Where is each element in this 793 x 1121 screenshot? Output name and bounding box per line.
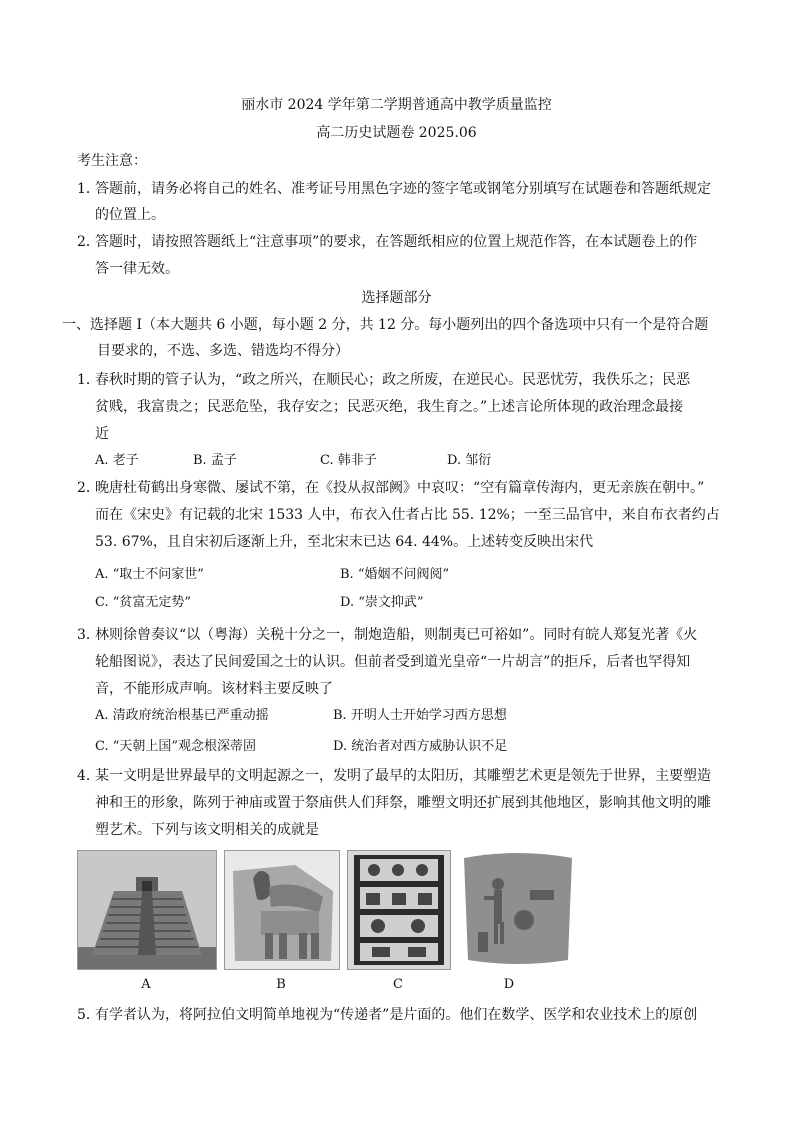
notice-item-1-num: 1．: [77, 181, 100, 197]
question-2-option-b: B. “婚姻不问阀阅”: [340, 567, 450, 582]
image-pyramid: [77, 850, 217, 970]
question-3-option-d: D. 统治者对西方威胁认识不足: [333, 739, 508, 754]
question-5-number: 5．: [77, 1007, 100, 1023]
question-2-text-line1: 晚唐杜荀鹤出身寒微、屡试不第，在《投从叔部阙》中哀叹：“空有篇章传海内，更无亲族在朝中。”: [95, 480, 705, 496]
image-palette: [458, 850, 578, 968]
notice-item-1-line2: 的位置上。: [95, 207, 165, 223]
question-2-text-line2: 而在《宋史》有记载的北宋 1533 人中，布衣入仕者占比 55. 12%；一至三品官中，来自布衣者约占: [95, 507, 720, 523]
notice-item-2-line1: 答题时，请按照答题纸上“注意事项”的要求，在答题纸相应的位置上规范作答，在本试题卷上的作: [95, 234, 698, 250]
question-2-number: 2．: [77, 480, 100, 496]
question-1-number: 1．: [77, 372, 100, 388]
question-3-text-line1: 林则徐曾奏议“以（粤海）关税十分之一，制炮造船，则制夷已可裕如”。同时有皖人郑复光著《火: [95, 627, 698, 643]
question-2-text-line3: 53. 67%，且自宋初后逐渐上升，至北宋末已达 64. 44%。上述转变反映出宋代: [95, 534, 594, 550]
question-3-text-line3: 音，不能形成声响。该材料主要反映了: [95, 681, 333, 697]
question-3-option-c: C. “天朝上国”观念根深蒂固: [95, 739, 257, 754]
question-1-text-line3: 近: [95, 426, 109, 442]
notice-item-2-line2: 答一律无效。: [95, 261, 179, 277]
notice-item-2-num: 2．: [77, 234, 100, 250]
image-caption-d: D: [503, 977, 515, 992]
image-caption-c: C: [393, 977, 403, 992]
question-4-text-line1: 某一文明是世界最早的文明起源之一，发明了最早的太阳历，其雕塑艺术更是领先于世界，主要塑造: [95, 768, 711, 784]
question-3-option-a: A. 清政府统治根基已严重动摇: [95, 708, 269, 723]
pyramid-icon: [78, 851, 216, 969]
image-inlay-panel: [347, 850, 451, 970]
part1-instruction-line1: 一、选择题 I（本大题共 6 小题，每小题 2 分，共 12 分。每小题列出的四个备选项中只有一个是符合题: [62, 317, 709, 333]
image-caption-b: B: [276, 977, 286, 992]
question-2-option-c: C. “贫富无定势”: [95, 595, 192, 610]
question-2-option-d: D. “崇文抑武”: [340, 595, 424, 610]
image-lamassu: [224, 850, 340, 970]
question-1-text-line2: 贫贱，我富贵之；民恶危坠，我存安之；民恶灭绝，我生育之。”上述言论所体现的政治理念最接: [95, 399, 684, 415]
exam-subtitle: 高二历史试题卷 2025.06: [316, 125, 477, 141]
question-4-number: 4．: [77, 768, 100, 784]
question-1-option-c: C. 韩非子: [320, 453, 377, 468]
winged-bull-icon: [225, 851, 339, 969]
notice-item-1-line1: 答题前，请务必将自己的姓名、准考证号用黑色字迹的签字笔或钢笔分别填写在试题卷和答题纸规定: [95, 181, 711, 197]
inlay-panel-icon: [348, 851, 450, 969]
question-1-option-a: A. 老子: [95, 453, 139, 468]
question-1-text-line1: 春秋时期的管子认为，“政之所兴，在顺民心；政之所废，在逆民心。民恶忧劳，我佚乐之；民恶: [95, 372, 691, 388]
question-3-number: 3．: [77, 627, 100, 643]
question-4-text-line3: 塑艺术。下列与该文明相关的成就是: [95, 822, 319, 838]
question-4-text-line2: 神和王的形象，陈列于神庙或置于祭庙供人们拜祭，雕塑文明还扩展到其他地区，影响其他文明的雕: [95, 795, 711, 811]
question-2-option-a: A. “取士不问家世”: [95, 567, 204, 582]
carved-palette-icon: [458, 850, 578, 968]
question-1-option-b: B. 孟子: [193, 453, 237, 468]
question-3-option-b: B. 开明人士开始学习西方思想: [333, 708, 507, 723]
exam-title: 丽水市 2024 学年第二学期普通高中教学质量监控: [241, 97, 552, 113]
notice-heading: 考生注意：: [77, 153, 147, 169]
question-5-text-line1: 有学者认为，将阿拉伯文明简单地视为“传递者”是片面的。他们在数学、医学和农业技术上的原创: [95, 1007, 698, 1023]
question-3-text-line2: 轮船图说》，表达了民间爱国之士的认识。但前者受到道光皇帝“一片胡言”的拒斥，后者也罕得知: [95, 654, 691, 670]
part1-instruction-line2: 目要求的，不选、多选、错选均不得分）: [97, 343, 349, 359]
section-title: 选择题部分: [361, 290, 432, 306]
image-caption-a: A: [141, 977, 151, 992]
question-1-option-d: D. 邹衍: [447, 453, 492, 468]
